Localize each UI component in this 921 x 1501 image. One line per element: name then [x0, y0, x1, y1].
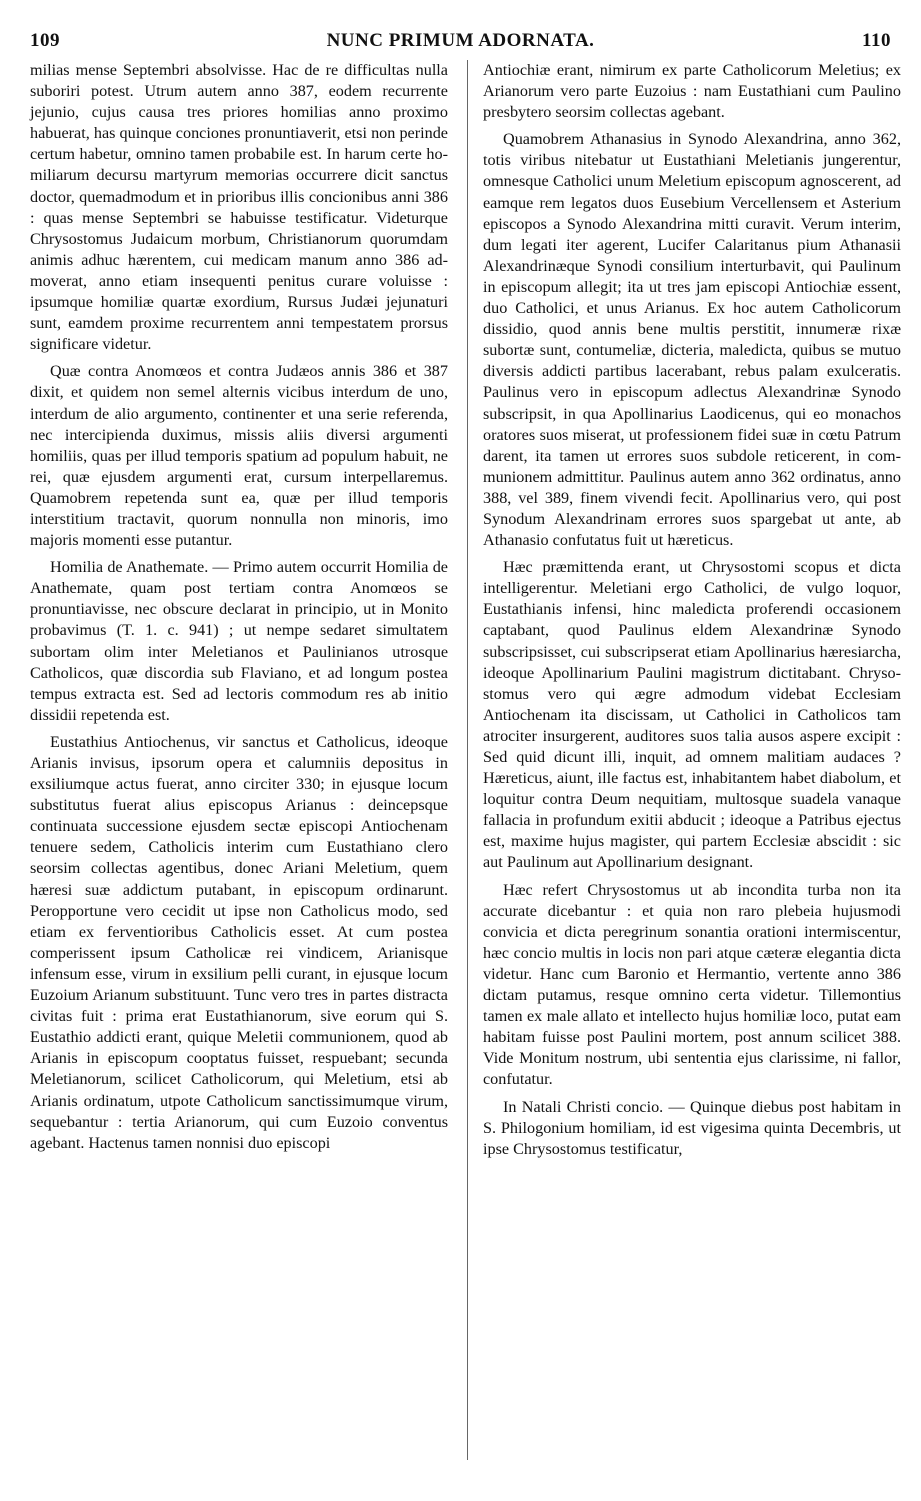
page-header — [30, 30, 891, 56]
paragraph: Quamobrem Athanasius in Synodo Alexandrina, anno 362, totis viribus nitebatur ut Eustathiani Meletianis jungerentur, omnesque Catholici unum Meletium episcopum agnoscerent, ad eamque rem legatos duos Eusebium Vercellensem et Asterium episcopos a Synodo Alexandrina mitti curavit. Verum interim, dum legati iter agerent, Lucifer Calaritanus pium Athanasii Alexandrinæque Synodi consilium interturbavit, qui Paulinum in episcopum allegit; ita ut tres jam episcopi Antiochiæ essent, duo Catholici, et unus Arianus. Ex hoc autem Catholicorum dissidio, quod annis bene multis perstitit, innumeræ rixæ subortæ sunt, contumeliæ, dicteria, maledicta, quibus se mutuo diversis addicti partibus lacerabant, rebus palam exulceratis. Paulinus vero in episcopum adlectus Alexandrinæ Synodo subscripsit, in qua Apollinarius Laodicenus, qui eo monachos oratores suos miserat, ut professionem fidei suæ in cœtu Patrum darent, ita tamen ut errores suos subdole reticerent, in communionem admittitur. Paulinus autem anno 362 ordinatus, anno 388, vel 389, finem vivendi fecit. Apollinarius vero, qui post Synodum Alexandrinam errores suos spargebat ut ante, ab Athanasio confutatus fuit ut hæreticus. — [483, 130, 901, 550]
paragraph: Homilia de Anathemate. — Primo autem occurrit Homilia de Anathemate, quam post tertiam contra Anomœos se pronuntiavisse, nec obscure declarat in principio, ut in Monito probavimus (T. 1. c. 941) ; ut nempe sedaret simultatem subortam olim inter Meletianos et Paulinianos utrosque Catholicos, quæ discordia sub Flaviano, et ad longum postea tempus extracta est. Sed ad lectoris commodum res ab initio dissidii repetenda est. — [30, 558, 448, 724]
running-title: NUNC PRIMUM ADORNATA. — [326, 30, 595, 51]
paragraph: Antiochiæ erant, nimirum ex parte Catholicorum Meletius; ex Arianorum vero parte Euzoius : nam Eustathiani cum Paulino presbytero seorsim collectas agebant. — [483, 61, 901, 122]
page-number-left: 109 — [30, 30, 60, 51]
paragraph: Hæc præmittenda erant, ut Chrysostomi scopus et dicta intelligerentur. Meletiani ergo Catholici, de vulgo loquor, Eustathianis infensi, hinc maledicta proferendi occasionem captabant, quod Paulinus eldem Alexandrinæ Synodo subscripsisset, cui subscripserat etiam Apollinarius hæresiarcha, ideoque Apollinarium Paulini magistrum dictitabant. Chrysostomus vero qui ægre admodum videbat Ecclesiam Antiochenam ita discissam, ut Catholici in Catholicos tam atrociter insurgerent, auditores suos talia ausos aspere excipit : Sed quid dicunt illi, inquit, ad omnem malitiam audaces ? Hæreticus, aiunt, ille factus est, inhabitantem habet diabolum, et loquitur contra Deum nequitiam, multosque suadela vanaque fallacia in profundum exitii abducit ; ideoque a Patribus ejectus est, maxime hujus magister, qui partem Ecclesiæ abscidit : sic aut Paulinum aut Apollinarium designant. — [483, 558, 901, 872]
left-column — [30, 60, 448, 1160]
column-divider — [467, 60, 468, 1460]
paragraph: Eustathius Antiochenus, vir sanctus et Catholicus, ideoque Arianis invisus, ipsorum opera et calumniis depositus in exsiliumque actus fuerat, anno circiter 330; in ejusque locum substitutus fuerat alius episcopus Arianus : deincepsque continuata successione ejusdem sectæ episcopi Antiochenam tenuere sedem, Catholicis interim cum Eustathiano clero seorsim collectas agentibus, donec Ariani Meletium, quem hæresi suæ addictum putabant, in episcopum ordinarunt. Peropportune vero cecidit ut ipse non Catholicus modo, sed etiam ex ferventioribus Catholicis esset. At cum postea comperissent ipsum Catholicæ rei vindicem, Arianisque infensum esse, virum in exsilium pelli curant, in ejusque locum Euzoium Arianum substituunt. Tunc vero tres in partes distracta civitas fuit : prima erat Eustathianorum, sive eorum qui S. Eustathio addicti erant, quique Meletii communionem, quod ab Arianis in episcopum cooptatus fuisset, respuebant; secunda Meletianorum, scilicet Catholicorum, qui Meletium, etsi ab Arianis ordinatum, utpote Catholicum sanctissimumque virum, sequebantur : tertia Arianorum, qui cum Euzoio conventus agebant. Hactenus tamen nonnisi duo episcopi — [30, 732, 448, 1152]
paragraph: Hæc refert Chrysostomus ut ab incondita turba non ita accurate dicebantur : et quia non raro plebeia hujusmodi convicia et dicta peregrinum sonantia orationi intermiscentur, hæc concio multis in locis non pari atque cæteræ elegantia dicta videtur. Hanc cum Baronio et Hermantio, vertente anno 386 dictam putamus, resque omnino certa videtur. Tillemontius tamen ex male allato et intellecto hujus homiliæ loco, putat eam habitam fuisse post Paulini mortem, post annum scilicet 388. Vide Monitum nostrum, ubi sententia ejus clarissime, ni fallor, confutatur. — [483, 880, 901, 1089]
right-column — [483, 60, 901, 1166]
page-number-right: 110 — [862, 30, 891, 51]
paragraph: In Natali Christi concio. — Quinque diebus post habitam in S. Philogonium homiliam, id est vigesima quinta Decembris, ut ipse Chrysostomus testificatur, — [483, 1097, 901, 1158]
paragraph: milias mense Septembri absolvisse. Hac de re difficultas nulla suboriri potest. Utrum autem anno 387, eodem recurrente jejunio, cujus causa tres priores homilias anno proximo habuerat, has quinque conciones pronuntiaverit, etsi non perinde certum habetur, omnino tamen probabile est. In harum certe homiliarum decursu martyrum memorias occurrere dicit sanctus doctor, quemadmodum et in prioribus illis concionibus anni 386 : quas mense Septembri se habuisse testificatur. Videturque Chrysostomus Judaicum morbum, Christianorum quorumdam animis adhuc hærentem, cui medicam manum anno 386 admoverat, anno etiam insequenti penitus curare voluisse : ipsumque homiliæ quartæ exordium, Rursus Judæi jejunaturi sunt, eamdem proxime recurrentem anni tempestatem prorsus significare videtur. — [30, 61, 448, 354]
paragraph: Quæ contra Anomœos et contra Judæos annis 386 et 387 dixit, et quidem non semel alternis vicibus interdum de uno, interdum de alio argumento, continenter et una serie referenda, nec intercipienda duximus, missis aliis diversi argumenti homiliis, quas per illud temporis spatium ad populum habuit, ne rei, quæ ejusdem argumenti erat, cursum interpellaremus. Quamobrem repetenda sunt ea, quæ per illud temporis interstitium tractavit, quorum nonnulla non minoris, imo majoris momenti esse putantur. — [30, 362, 448, 550]
